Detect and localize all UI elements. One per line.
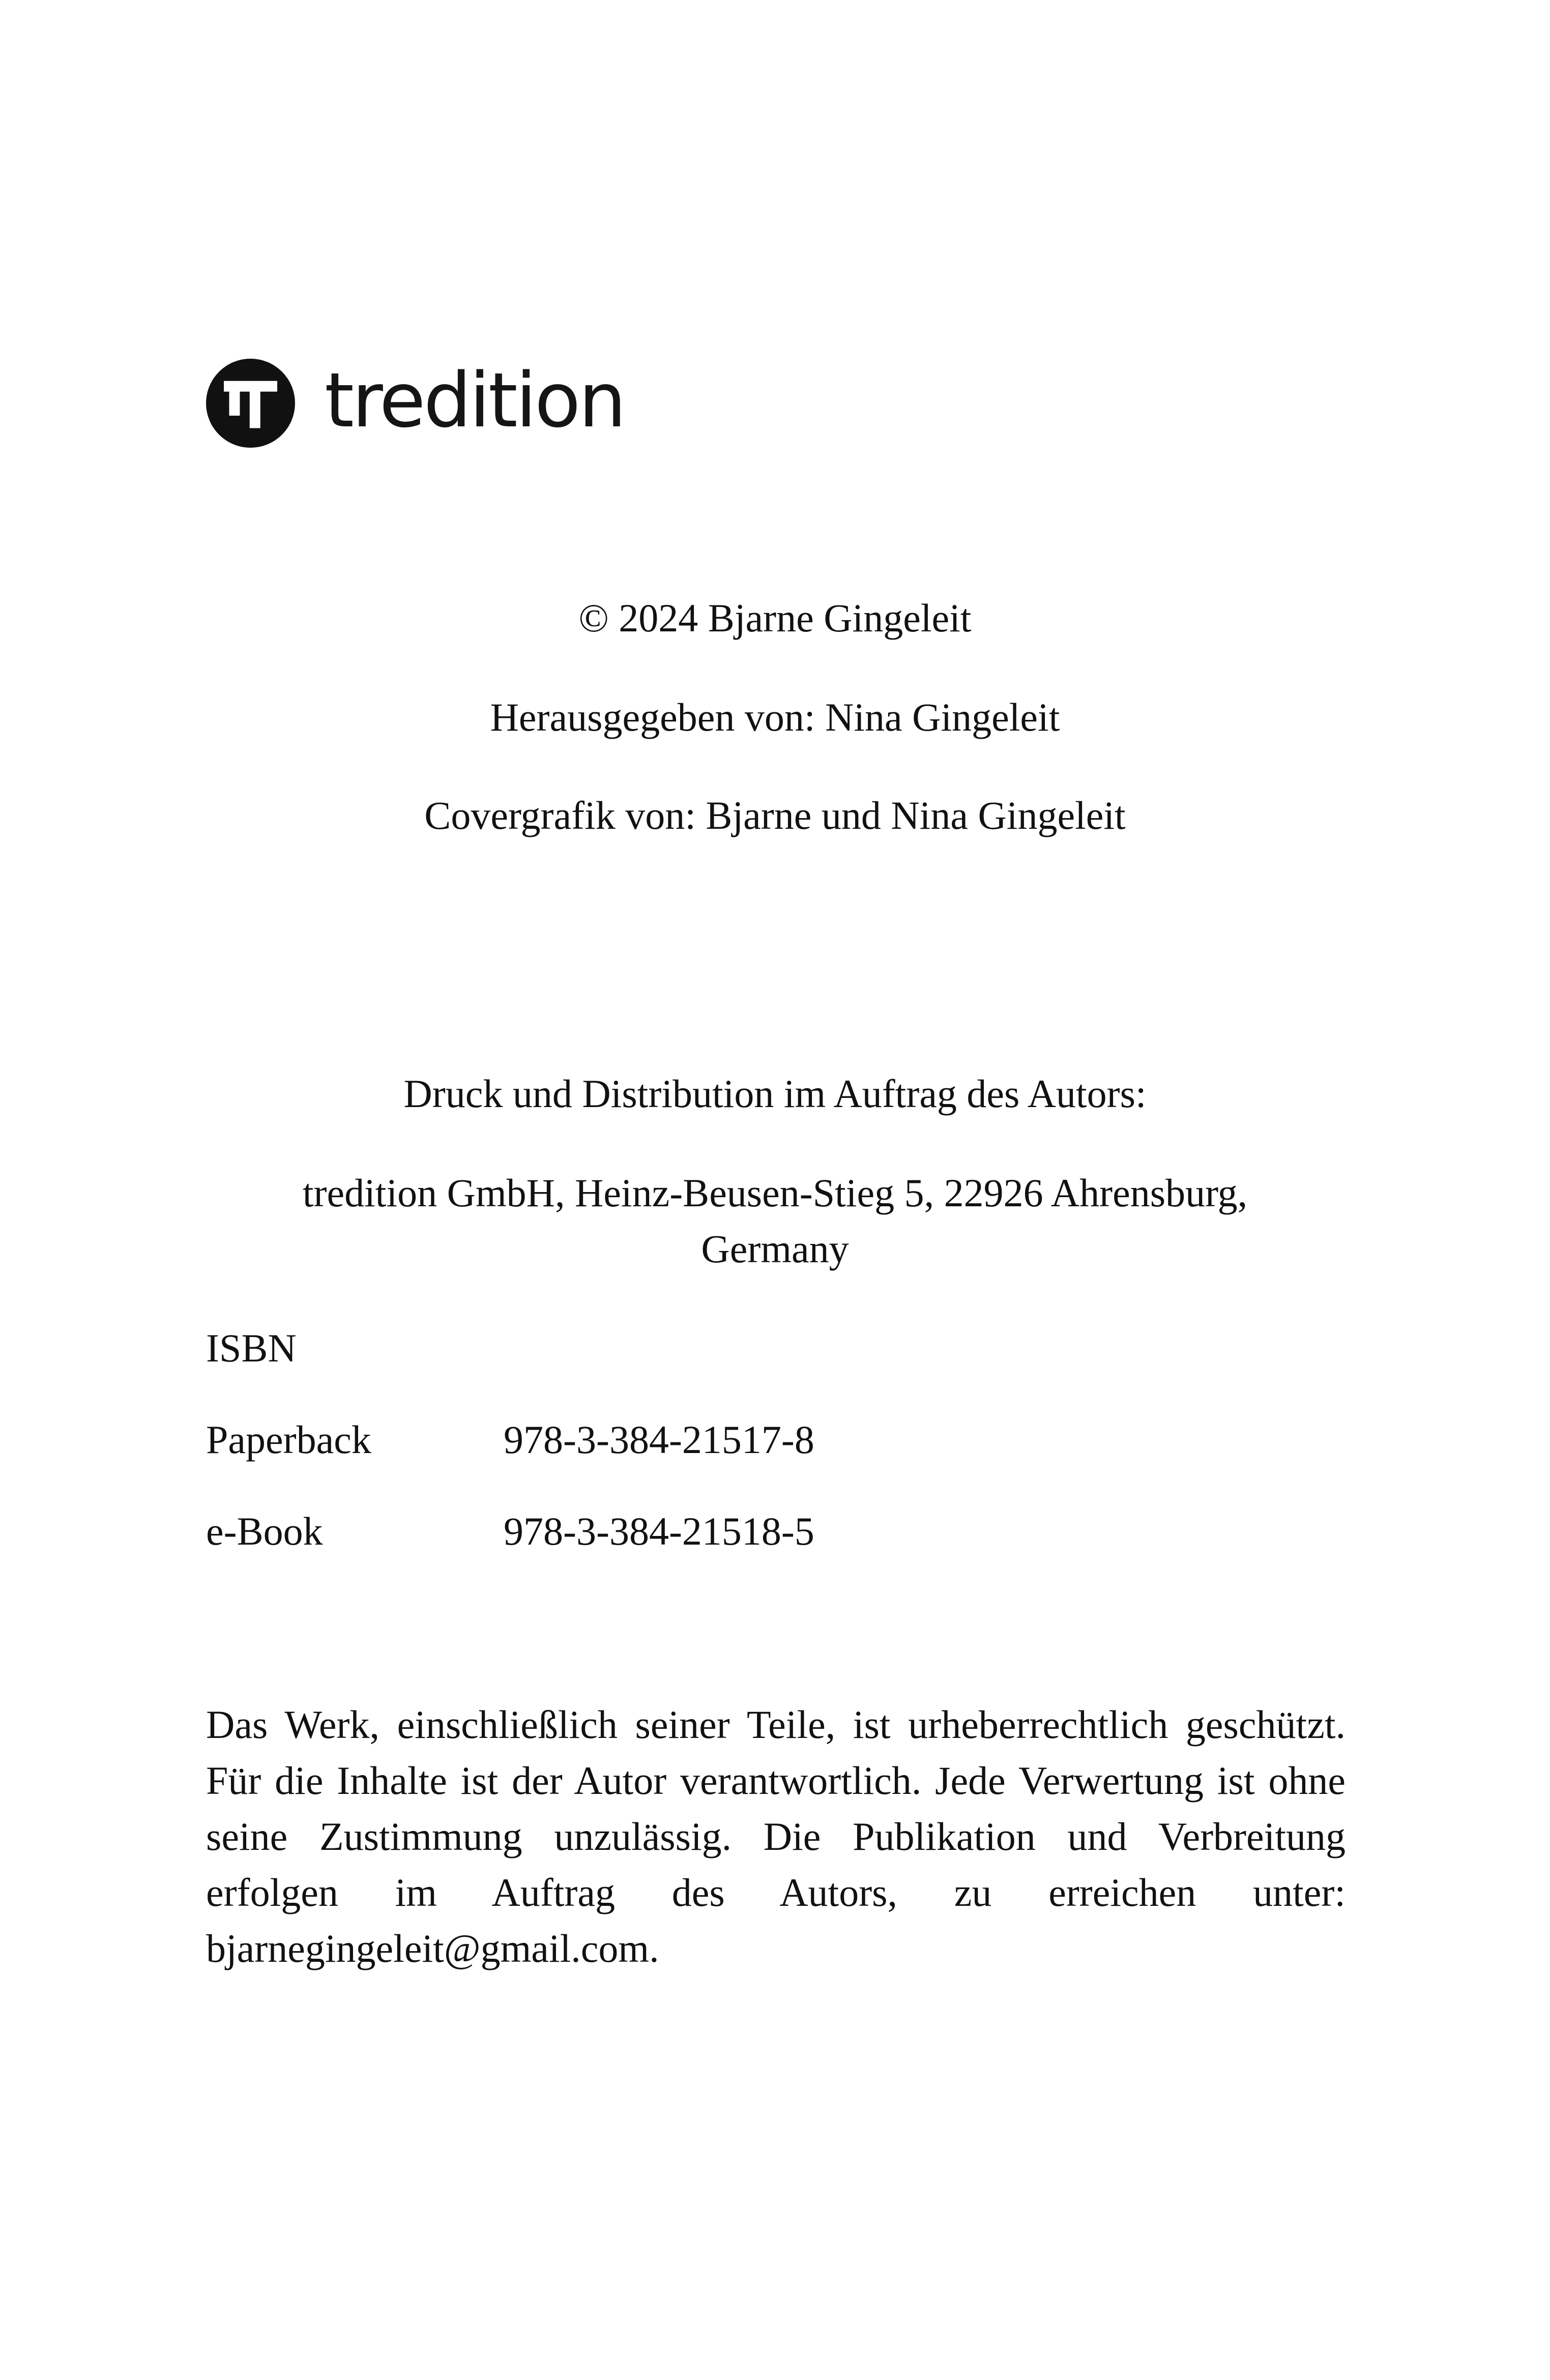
copyright-notice: Das Werk, einschließlich seiner Teile, ist urheberrechtlich geschützt. Für die Inhalte ist der Autor verantwortlich. Jede Verwertung ist ohne seine Zustimmung unzulässig. Die Publikation und Verbreitung erfolgen im Auftrag des Autors, zu erreichen unter: bjarnegingeleit@gmail.com. (206, 1702, 1346, 1970)
isbn-number: 978-3-384-21518-5 (504, 1509, 814, 1553)
isbn-format: e-Book (206, 1509, 323, 1553)
publisher-logo-text: tredition (325, 356, 625, 444)
publisher-address-line2: Germany (701, 1227, 849, 1271)
copyright-line: © 2024 Bjarne Gingeleit (578, 596, 972, 640)
publisher-logo (206, 356, 625, 448)
isbn-row (206, 1412, 814, 1468)
cover-credit-line: Covergrafik von: Bjarne und Nina Gingeleit (424, 793, 1126, 837)
isbn-number: 978-3-384-21517-8 (504, 1417, 814, 1462)
isbn-row (206, 1503, 814, 1559)
distribution-heading: Druck und Distribution im Auftrag des Autors: (403, 1071, 1147, 1116)
tredition-logo-icon (206, 359, 295, 448)
editor-line: Herausgegeben von: Nina Gingeleit (490, 695, 1060, 739)
isbn-label: ISBN (206, 1326, 297, 1370)
publisher-address-line1: tredition GmbH, Heinz-Beusen-Stieg 5, 22926 Ahrensburg, (302, 1171, 1248, 1215)
isbn-format: Paperback (206, 1417, 371, 1462)
